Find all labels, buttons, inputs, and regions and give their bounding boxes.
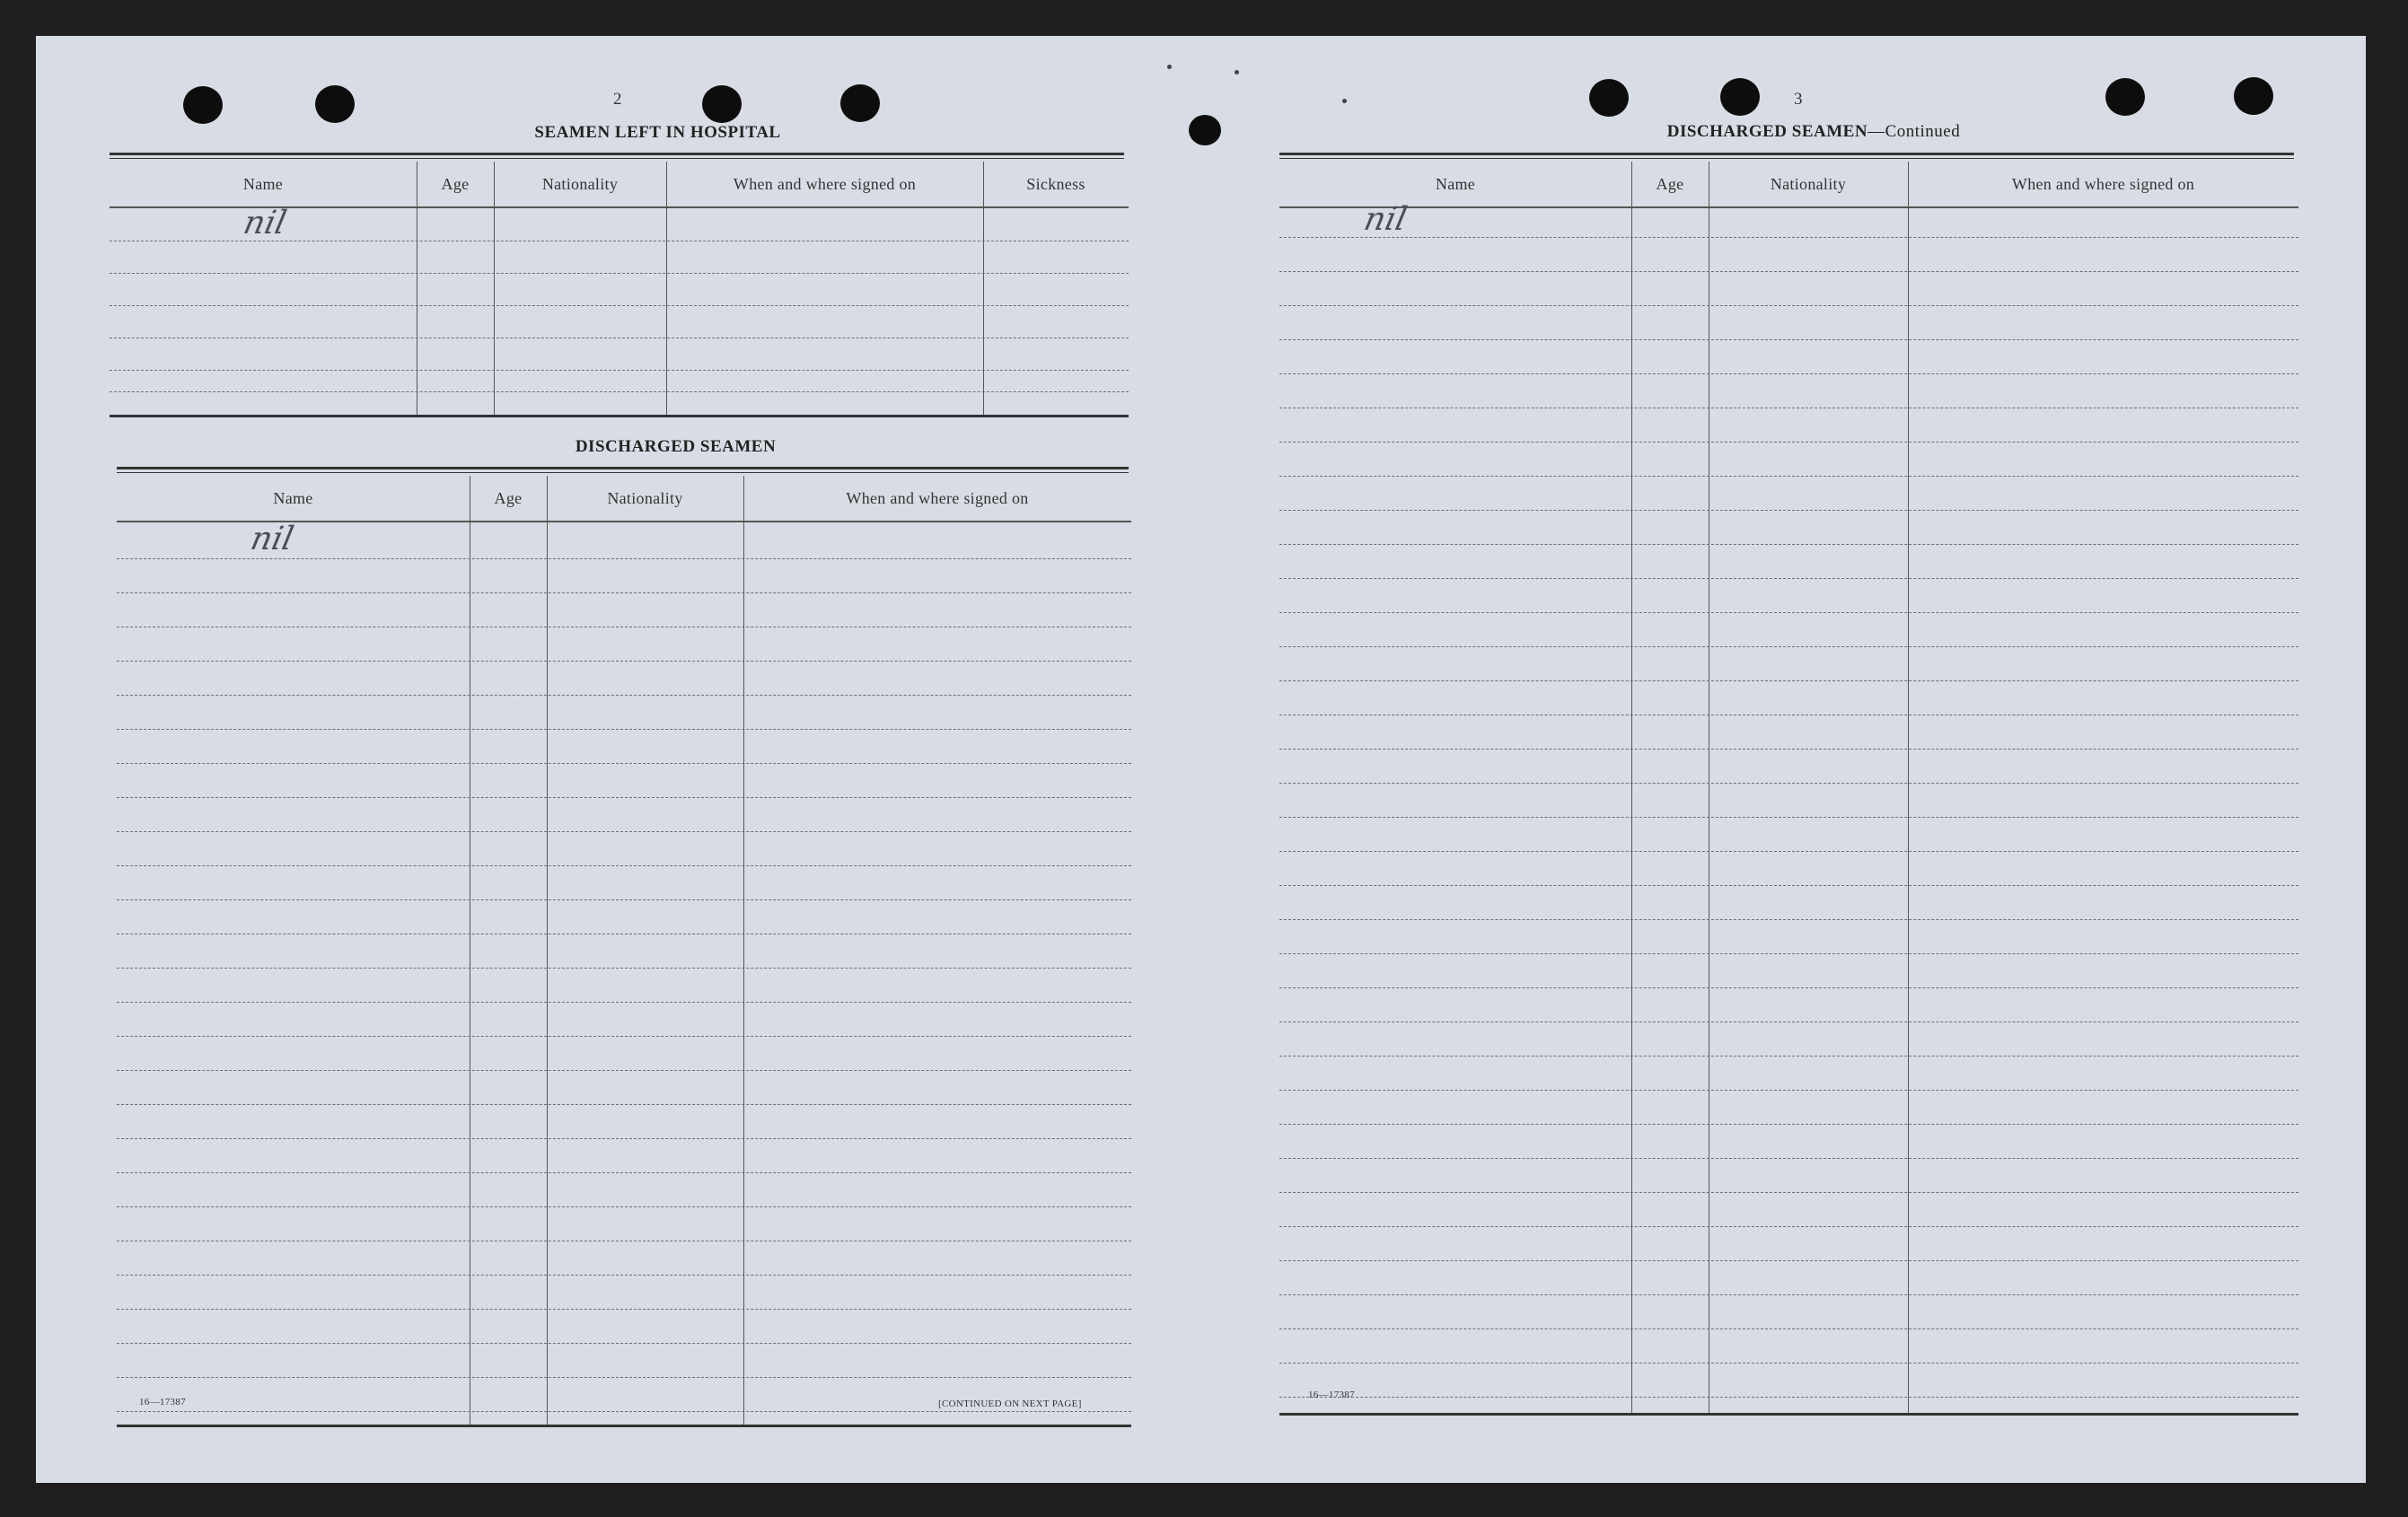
speck: [1342, 99, 1347, 103]
row-rule: [117, 1002, 1131, 1003]
column-divider: [743, 476, 744, 1427]
row-rule: [1279, 1090, 2298, 1091]
row-rule: [117, 1206, 1131, 1207]
punch-hole: [183, 86, 223, 124]
row-rule: [110, 391, 1129, 392]
row-rule: [1279, 1192, 2298, 1193]
row-rule: [117, 899, 1131, 900]
col-header-nationality: Nationality: [541, 175, 619, 193]
handwritten-entry: nil: [247, 521, 297, 557]
row-rule: [1279, 783, 2298, 784]
row-rule: [117, 1377, 1131, 1378]
row-rule: [117, 1343, 1131, 1344]
title-rule: [117, 467, 1129, 473]
row-rule: [1279, 1158, 2298, 1159]
col-header-age: Age: [441, 175, 470, 193]
punch-hole: [1589, 79, 1629, 117]
row-rule: [1279, 373, 2298, 374]
row-rule: [1279, 1124, 2298, 1125]
row-rule: [117, 1275, 1131, 1276]
punch-hole: [2234, 77, 2273, 115]
section-title-suffix: —Continued: [1868, 122, 1961, 141]
row-rule: [1279, 851, 2298, 852]
col-header-nationality: Nationality: [607, 489, 683, 507]
row-rule: [117, 1172, 1131, 1173]
hospital-table: [110, 162, 1129, 417]
row-rule: [117, 1411, 1131, 1412]
row-rule: [1279, 271, 2298, 272]
row-rule: [117, 1070, 1131, 1071]
header-rule: [1279, 206, 2298, 208]
punch-hole: [315, 85, 355, 123]
speck: [1167, 65, 1172, 69]
section-title-hospital: SEAMEN LEFT IN HOSPITAL: [534, 123, 781, 142]
discharged-continued-table: [1279, 162, 2298, 1416]
col-header-age: Age: [494, 489, 523, 507]
row-rule: [1279, 1294, 2298, 1295]
row-rule: [1279, 817, 2298, 818]
title-rule: [110, 153, 1124, 159]
row-rule: [1279, 1056, 2298, 1057]
page-number: 2: [613, 90, 622, 109]
col-header-age: Age: [1656, 175, 1684, 193]
col-header-signed-on: When and where signed on: [733, 175, 917, 193]
row-rule: [1279, 612, 2298, 613]
punch-hole: [1720, 78, 1760, 116]
column-divider: [547, 476, 548, 1427]
col-header-signed-on: When and where signed on: [846, 489, 1029, 507]
row-rule: [1279, 1397, 2298, 1398]
column-divider: [1631, 162, 1632, 1416]
row-rule: [110, 370, 1129, 371]
row-rule: [1279, 919, 2298, 920]
document-page: [36, 36, 2366, 1483]
row-rule: [117, 729, 1131, 730]
speck: [1235, 70, 1239, 75]
row-rule: [1279, 544, 2298, 545]
row-rule: [1279, 1328, 2298, 1329]
column-divider: [666, 162, 667, 417]
col-header-nationality: Nationality: [1770, 175, 1847, 193]
table-bottom-rule: [110, 415, 1129, 417]
punch-hole: [702, 85, 742, 123]
row-rule: [1279, 578, 2298, 579]
row-rule: [117, 968, 1131, 969]
row-rule: [1279, 646, 2298, 647]
row-rule: [1279, 510, 2298, 511]
section-title-discharged: DISCHARGED SEAMEN: [575, 437, 777, 456]
row-rule: [117, 695, 1131, 696]
discharged-table: [117, 476, 1131, 1427]
row-rule: [110, 273, 1129, 274]
column-divider: [983, 162, 984, 417]
col-header-sickness: Sickness: [1026, 175, 1085, 193]
col-header-name: Name: [242, 175, 284, 193]
row-rule: [117, 797, 1131, 798]
table-bottom-rule: [1279, 1413, 2298, 1416]
column-divider: [1908, 162, 1909, 1416]
row-rule: [1279, 1260, 2298, 1261]
form-number: 16—17387: [1308, 1390, 1355, 1400]
row-rule: [1279, 749, 2298, 750]
col-header-name: Name: [1435, 175, 1476, 193]
row-rule: [117, 1104, 1131, 1105]
row-rule: [1279, 476, 2298, 477]
row-rule: [1279, 953, 2298, 954]
row-rule: [117, 1138, 1131, 1139]
row-rule: [117, 661, 1131, 662]
row-rule: [117, 763, 1131, 764]
punch-hole: [840, 84, 880, 122]
row-rule: [117, 592, 1131, 593]
row-rule: [1279, 1226, 2298, 1227]
row-rule: [117, 831, 1131, 832]
row-rule: [117, 1309, 1131, 1310]
row-rule: [1279, 305, 2298, 306]
punch-hole: [1189, 115, 1221, 145]
row-rule: [117, 865, 1131, 866]
col-header-signed-on: When and where signed on: [2011, 175, 2195, 193]
row-rule: [1279, 885, 2298, 886]
punch-hole: [2105, 78, 2145, 116]
section-title-discharged-continued: [1450, 122, 2177, 142]
form-number: 16—17387: [139, 1397, 186, 1407]
handwritten-entry: nil: [240, 205, 290, 241]
row-rule: [1279, 1363, 2298, 1364]
row-rule: [1279, 680, 2298, 681]
table-bottom-rule: [117, 1425, 1131, 1427]
col-header-name: Name: [273, 489, 313, 507]
row-rule: [117, 1036, 1131, 1037]
title-rule: [1279, 153, 2294, 159]
continued-note: [CONTINUED ON NEXT PAGE]: [938, 1399, 1082, 1409]
row-rule: [110, 305, 1129, 306]
page-number: 3: [1794, 90, 1803, 109]
column-divider: [494, 162, 495, 417]
row-rule: [1279, 987, 2298, 988]
row-rule: [1279, 442, 2298, 443]
row-rule: [117, 558, 1131, 559]
row-rule: [1279, 237, 2298, 238]
row-rule: [1279, 339, 2298, 340]
handwritten-entry: nil: [1360, 201, 1411, 238]
section-title-text: DISCHARGED SEAMEN: [1666, 122, 1868, 141]
